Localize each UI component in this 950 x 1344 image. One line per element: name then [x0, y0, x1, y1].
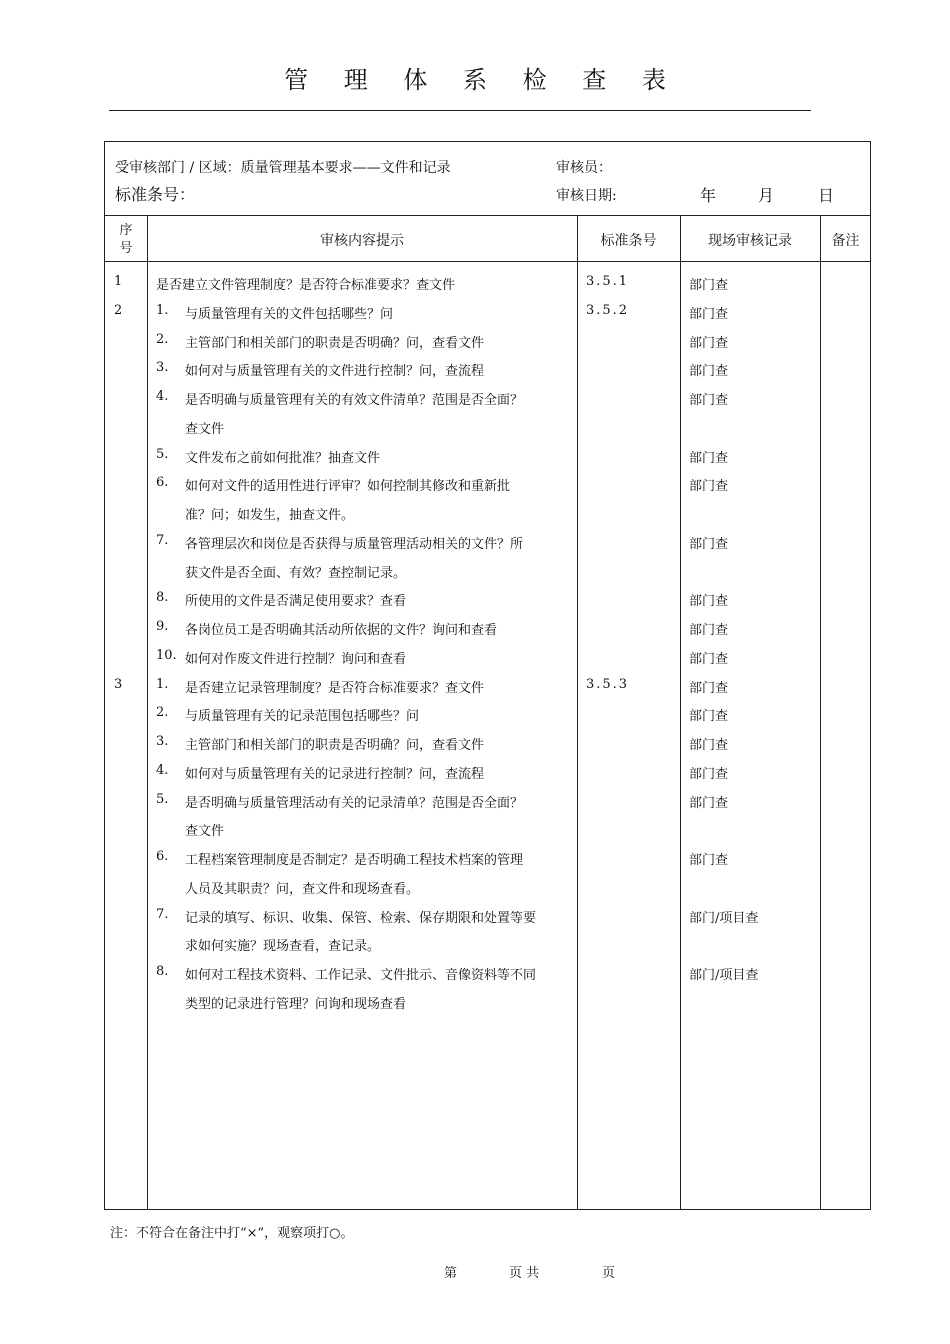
- row-record: 部门查: [689, 536, 729, 552]
- audited-department-label: 受审核部门 / 区域：质量管理基本要求——文件和记录: [115, 160, 451, 176]
- row-record: 部门查: [689, 393, 729, 408]
- column-header-divider: [105, 261, 870, 262]
- row-item-number: 1.: [156, 302, 169, 318]
- row-content: 如何对与质量管理有关的文件进行控制？问，查流程: [185, 364, 485, 380]
- row-record: 部门查: [689, 450, 729, 466]
- row-content: 准？问；如发生，抽查文件。: [185, 508, 355, 523]
- row-record: 部门/项目查: [689, 968, 759, 983]
- row-clause: 3.5.2: [586, 302, 630, 318]
- column-divider-clause: [680, 215, 681, 1209]
- row-content: 查文件: [185, 824, 225, 840]
- row-seq: 3: [114, 676, 123, 692]
- row-content: 是否明确与质量管理有关的有效文件清单？范围是否全面？: [185, 393, 524, 408]
- column-header-seq-text: 序号: [119, 223, 133, 256]
- row-item-number: 1.: [156, 676, 169, 692]
- row-record: 部门查: [689, 479, 729, 495]
- row-item-number: 3.: [156, 360, 169, 376]
- row-content: 如何对工程技术资料、工作记录、文件批示、音像资料等不同: [185, 968, 537, 983]
- row-content: 是否建立文件管理制度？是否符合标准要求？查文件: [156, 278, 456, 293]
- row-content: 如何对作废文件进行控制？询问和查看: [185, 651, 407, 667]
- row-item-number: 2.: [156, 705, 169, 721]
- row-seq: 2: [114, 302, 123, 318]
- standard-clause-label: 标准条号：: [115, 185, 196, 204]
- row-record: 部门查: [689, 651, 729, 667]
- row-content: 各岗位员工是否明确其活动所依据的文件？询问和查看: [185, 623, 498, 638]
- row-record: 部门查: [689, 680, 729, 696]
- row-item-number: 5.: [156, 791, 169, 807]
- date-year-label: 年: [700, 186, 717, 205]
- row-item-number: 2.: [156, 331, 169, 347]
- row-content: 求如何实施？现场查看，查记录。: [185, 939, 381, 955]
- row-clause: 3.5.3: [586, 676, 630, 692]
- row-record: 部门查: [689, 623, 729, 638]
- row-record: 部门查: [689, 766, 729, 782]
- column-header-record: 现场审核记录: [708, 233, 792, 249]
- row-item-number: 10.: [156, 647, 177, 663]
- row-record: 部门查: [689, 306, 729, 322]
- row-item-number: 3.: [156, 734, 169, 749]
- header-divider: [105, 215, 870, 216]
- row-item-number: 8.: [156, 964, 169, 979]
- column-header-seq: [105, 222, 147, 258]
- row-content: 主管部门和相关部门的职责是否明确？问，查看文件: [185, 738, 485, 753]
- row-content: 如何对与质量管理有关的记录进行控制？问，查流程: [185, 766, 485, 782]
- footer-total-label: 页 共: [509, 1266, 540, 1281]
- title-underline: [109, 110, 811, 111]
- row-record: 部门查: [689, 594, 729, 610]
- row-record: 部门查: [689, 795, 729, 811]
- row-content: 是否明确与质量管理活动有关的记录清单？范围是否全面？: [185, 795, 524, 811]
- row-record: 部门/项目查: [689, 910, 759, 926]
- column-header-clause: 标准条号: [600, 233, 657, 249]
- table-note: 注：不符合在备注中打“×”，观察项打○。: [110, 1226, 354, 1241]
- row-content: 工程档案管理制度是否制定？是否明确工程技术档案的管理: [185, 853, 524, 868]
- column-divider-seq: [147, 215, 148, 1209]
- row-item-number: 7.: [156, 906, 169, 922]
- row-content: 是否建立记录管理制度？是否符合标准要求？查文件: [185, 680, 485, 696]
- checklist-table: [104, 141, 871, 1210]
- row-record: 部门查: [689, 853, 729, 868]
- column-divider-content: [577, 215, 578, 1209]
- column-header-content: 审核内容提示: [320, 233, 404, 249]
- audit-date-label: 审核日期:: [556, 188, 617, 204]
- row-content: 文件发布之前如何批准？抽查文件: [185, 450, 381, 466]
- column-header-remark: 备注: [831, 233, 860, 249]
- date-day-label: 日: [818, 186, 835, 205]
- row-item-number: 8.: [156, 590, 169, 606]
- column-divider-record: [820, 215, 821, 1209]
- row-content: 如何对文件的适用性进行评审？如何控制其修改和重新批: [185, 479, 511, 495]
- row-item-number: 6.: [156, 475, 169, 491]
- row-item-number: 4.: [156, 762, 169, 778]
- row-content: 类型的记录进行管理？问询和现场查看: [185, 996, 407, 1012]
- row-content: 所使用的文件是否满足使用要求？查看: [185, 594, 407, 610]
- row-content: 与质量管理有关的记录范围包括哪些？问: [185, 709, 420, 725]
- row-content: 获文件是否全面、有效？查控制记录。: [185, 565, 407, 581]
- document-title: 管 理 体 系 检 查 表: [284, 66, 680, 94]
- row-record: 部门查: [689, 738, 729, 753]
- row-content: 各管理层次和岗位是否获得与质量管理活动相关的文件？所: [185, 536, 524, 552]
- row-item-number: 7.: [156, 532, 169, 548]
- row-item-number: 6.: [156, 849, 169, 864]
- row-record: 部门查: [689, 709, 729, 725]
- footer-page-label: 第: [444, 1266, 458, 1281]
- row-clause: 3.5.1: [586, 274, 630, 289]
- row-seq: 1: [114, 274, 123, 289]
- row-content: 主管部门和相关部门的职责是否明确？问，查看文件: [185, 335, 485, 351]
- row-record: 部门查: [689, 278, 729, 293]
- date-month-label: 月: [758, 186, 775, 205]
- footer-page-end-label: 页: [602, 1266, 616, 1281]
- row-content: 与质量管理有关的文件包括哪些？问: [185, 306, 394, 322]
- row-item-number: 5.: [156, 446, 169, 462]
- row-record: 部门查: [689, 335, 729, 351]
- row-content: 记录的填写、标识、收集、保管、检索、保存期限和处置等要: [185, 910, 537, 926]
- auditor-label: 审核员：: [556, 160, 612, 176]
- row-record: 部门查: [689, 364, 729, 380]
- row-content: 人员及其职责？问，查文件和现场查看。: [185, 881, 420, 897]
- row-item-number: 9.: [156, 619, 169, 634]
- row-content: 查文件: [185, 421, 225, 437]
- row-item-number: 4.: [156, 389, 169, 404]
